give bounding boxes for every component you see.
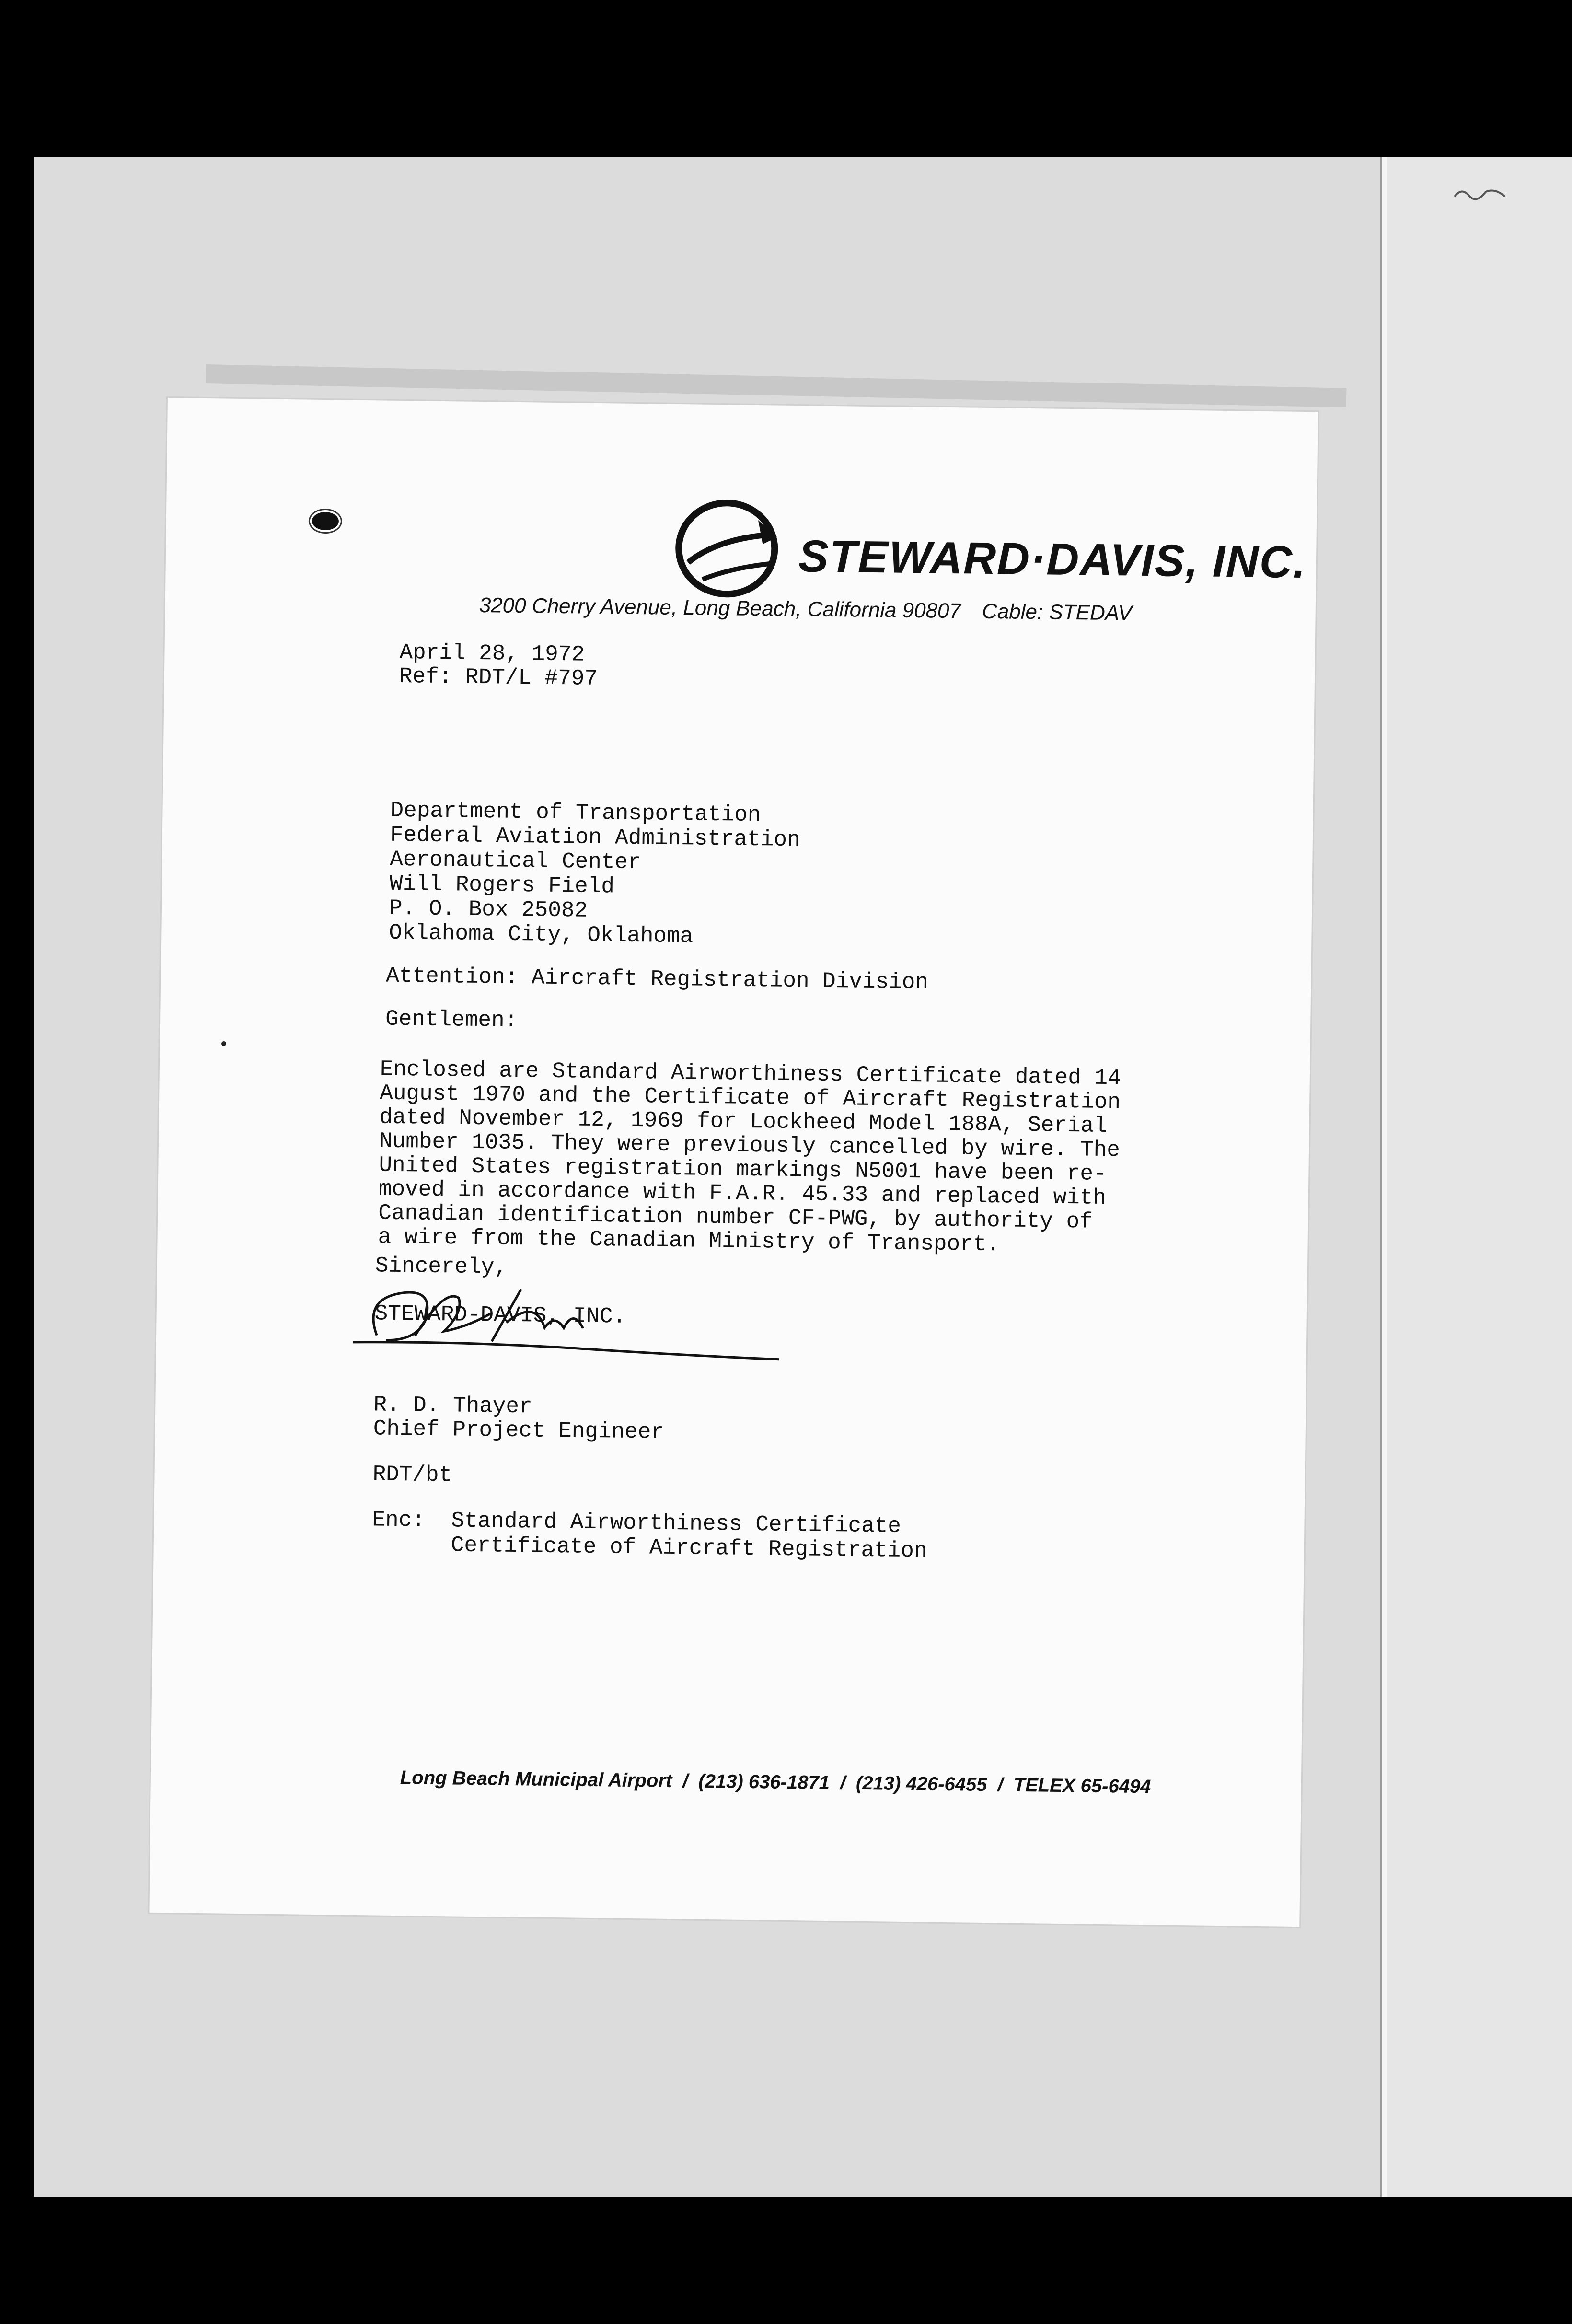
enclosure-item: Certificate of Aircraft Registration xyxy=(451,1533,927,1564)
recipient-line: P. O. Box 25082 xyxy=(389,895,588,923)
company-name: STEWARD·DAVIS, INC. xyxy=(798,531,1307,588)
enclosure-item: Standard Airworthiness Certificate xyxy=(451,1508,902,1539)
footer-item: (213) 636-1871 xyxy=(698,1770,830,1794)
body-line: dated November 12, 1969 for Lockheed Model 188A, Serial xyxy=(379,1104,1108,1139)
footer-separator: / xyxy=(840,1772,846,1794)
body-paragraph xyxy=(378,1057,1121,1258)
letter-footer xyxy=(400,1767,1162,1798)
body-line: moved in accordance with F.A.R. 45.33 and replaced with xyxy=(378,1176,1107,1211)
footer-item: TELEX 65-6494 xyxy=(1013,1774,1151,1798)
footer-separator: / xyxy=(682,1770,688,1792)
signatory-title: Chief Project Engineer xyxy=(373,1416,665,1445)
footer-item: Long Beach Municipal Airport xyxy=(400,1767,672,1792)
letterhead-address xyxy=(479,593,1132,626)
recipient-line: Oklahoma City, Oklahoma xyxy=(389,920,694,949)
closing-company: STEWARD-DAVIS, INC. xyxy=(374,1301,626,1329)
signatory-name: R. D. Thayer xyxy=(373,1392,532,1419)
margin-mark xyxy=(1452,182,1510,206)
street-address: 3200 Cherry Avenue, Long Beach, California 90807 xyxy=(479,593,961,623)
recipient-line: Federal Aviation Administration xyxy=(390,822,800,853)
recipient-line: Aeronautical Center xyxy=(389,847,642,875)
handwritten-signature xyxy=(333,1267,794,1369)
recipient-address xyxy=(389,799,800,950)
typist-initials: RDT/bt xyxy=(372,1462,452,1488)
letter-page xyxy=(149,398,1318,1927)
margin-speck xyxy=(221,1041,226,1046)
punch-hole xyxy=(310,510,341,533)
company-logo xyxy=(673,490,795,612)
footer-item: (213) 426-6455 xyxy=(855,1772,987,1796)
body-line: August 1970 and the Certificate of Aircraft Registration xyxy=(379,1081,1121,1115)
body-line: a wire from the Canadian Ministry of Transport. xyxy=(378,1224,1000,1257)
letter-date: April 28, 1972 xyxy=(399,639,585,667)
body-line: Canadian identification number CF-PWG, by authority of xyxy=(378,1200,1093,1234)
footer-separator: / xyxy=(997,1774,1003,1796)
recipient-line: Will Rogers Field xyxy=(389,871,615,899)
enclosure-list xyxy=(451,1509,927,1563)
attention-line: Attention: Aircraft Registration Division xyxy=(385,963,929,995)
cable-address: Cable: STEDAV xyxy=(982,599,1133,625)
enclosure-label: Enc: xyxy=(372,1507,426,1533)
folder-right-panel xyxy=(1387,157,1572,2197)
body-line: Enclosed are Standard Airworthiness Certificate dated 14 xyxy=(380,1057,1121,1091)
body-line: Number 1035. They were previously cancelled by wire. The xyxy=(379,1128,1121,1163)
salutation: Gentlemen: xyxy=(385,1006,518,1034)
valediction: Sincerely, xyxy=(375,1253,508,1280)
recipient-line: Department of Transportation xyxy=(390,798,761,828)
body-line: United States registration markings N5001 have been re- xyxy=(379,1152,1107,1187)
reference-number: Ref: RDT/L #797 xyxy=(399,663,598,692)
